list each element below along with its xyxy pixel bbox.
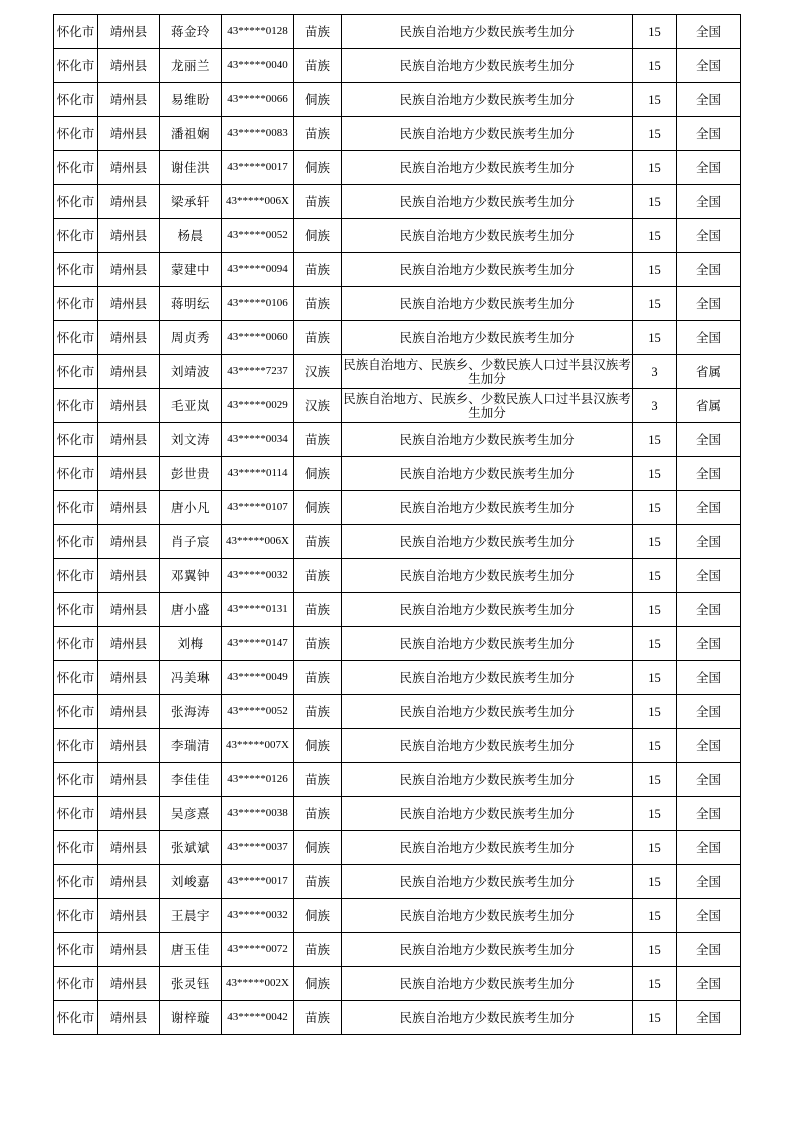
cell-city: 怀化市: [54, 1001, 98, 1035]
cell-ethnicity: 汉族: [294, 355, 342, 389]
cell-city: 怀化市: [54, 389, 98, 423]
cell-scope: 全国: [677, 253, 741, 287]
cell-reason: 民族自治地方少数民族考生加分: [342, 865, 633, 899]
cell-city: 怀化市: [54, 797, 98, 831]
cell-points: 15: [633, 151, 677, 185]
cell-points: 15: [633, 559, 677, 593]
cell-scope: 全国: [677, 525, 741, 559]
cell-city: 怀化市: [54, 933, 98, 967]
cell-points: 15: [633, 729, 677, 763]
cell-county: 靖州县: [98, 1001, 160, 1035]
cell-ethnicity: 苗族: [294, 797, 342, 831]
cell-scope: 全国: [677, 763, 741, 797]
cell-name: 唐小盛: [160, 593, 222, 627]
cell-name: 张灵钰: [160, 967, 222, 1001]
cell-county: 靖州县: [98, 661, 160, 695]
cell-reason: 民族自治地方少数民族考生加分: [342, 967, 633, 1001]
cell-exam-id: 43*****0017: [222, 865, 294, 899]
cell-scope: 全国: [677, 661, 741, 695]
cell-reason: 民族自治地方少数民族考生加分: [342, 253, 633, 287]
cell-points: 15: [633, 831, 677, 865]
cell-points: 15: [633, 593, 677, 627]
cell-points: 15: [633, 933, 677, 967]
cell-city: 怀化市: [54, 559, 98, 593]
cell-reason: 民族自治地方、民族乡、少数民族人口过半县汉族考生加分: [342, 355, 633, 389]
table-row: [54, 389, 741, 423]
cell-ethnicity: 侗族: [294, 83, 342, 117]
cell-city: 怀化市: [54, 423, 98, 457]
cell-reason: 民族自治地方少数民族考生加分: [342, 831, 633, 865]
cell-ethnicity: 苗族: [294, 185, 342, 219]
cell-exam-id: 43*****7237: [222, 355, 294, 389]
cell-ethnicity: 侗族: [294, 151, 342, 185]
cell-city: 怀化市: [54, 695, 98, 729]
cell-scope: 全国: [677, 559, 741, 593]
cell-exam-id: 43*****0106: [222, 287, 294, 321]
cell-name: 周贞秀: [160, 321, 222, 355]
cell-exam-id: 43*****0032: [222, 559, 294, 593]
cell-reason: 民族自治地方少数民族考生加分: [342, 49, 633, 83]
cell-exam-id: 43*****0126: [222, 763, 294, 797]
cell-ethnicity: 侗族: [294, 219, 342, 253]
cell-ethnicity: 侗族: [294, 491, 342, 525]
cell-ethnicity: 苗族: [294, 661, 342, 695]
table-row: [54, 117, 741, 151]
cell-exam-id: 43*****0147: [222, 627, 294, 661]
table-row: [54, 1001, 741, 1035]
cell-ethnicity: 苗族: [294, 593, 342, 627]
cell-county: 靖州县: [98, 593, 160, 627]
bonus-points-roster-table: [53, 14, 741, 1035]
cell-city: 怀化市: [54, 593, 98, 627]
cell-county: 靖州县: [98, 933, 160, 967]
cell-exam-id: 43*****0060: [222, 321, 294, 355]
cell-scope: 全国: [677, 933, 741, 967]
cell-reason: 民族自治地方少数民族考生加分: [342, 287, 633, 321]
cell-scope: 全国: [677, 627, 741, 661]
cell-city: 怀化市: [54, 525, 98, 559]
table-row: [54, 49, 741, 83]
cell-county: 靖州县: [98, 185, 160, 219]
cell-exam-id: 43*****0032: [222, 899, 294, 933]
cell-points: 15: [633, 185, 677, 219]
cell-scope: 全国: [677, 457, 741, 491]
cell-name: 李佳佳: [160, 763, 222, 797]
cell-ethnicity: 苗族: [294, 321, 342, 355]
cell-scope: 全国: [677, 83, 741, 117]
cell-exam-id: 43*****0052: [222, 219, 294, 253]
cell-ethnicity: 侗族: [294, 831, 342, 865]
cell-points: 15: [633, 763, 677, 797]
cell-points: 15: [633, 661, 677, 695]
table-row: [54, 763, 741, 797]
cell-name: 邓翼钟: [160, 559, 222, 593]
table-row: [54, 661, 741, 695]
cell-reason: 民族自治地方少数民族考生加分: [342, 695, 633, 729]
cell-reason: 民族自治地方少数民族考生加分: [342, 627, 633, 661]
cell-points: 15: [633, 695, 677, 729]
cell-points: 15: [633, 491, 677, 525]
cell-county: 靖州县: [98, 831, 160, 865]
table-row: [54, 83, 741, 117]
cell-exam-id: 43*****0094: [222, 253, 294, 287]
cell-ethnicity: 苗族: [294, 763, 342, 797]
cell-points: 15: [633, 83, 677, 117]
cell-name: 刘靖波: [160, 355, 222, 389]
table-row: [54, 525, 741, 559]
cell-points: 15: [633, 117, 677, 151]
cell-county: 靖州县: [98, 695, 160, 729]
cell-scope: 全国: [677, 831, 741, 865]
cell-reason: 民族自治地方少数民族考生加分: [342, 423, 633, 457]
cell-city: 怀化市: [54, 865, 98, 899]
cell-scope: 全国: [677, 151, 741, 185]
cell-city: 怀化市: [54, 321, 98, 355]
cell-scope: 全国: [677, 15, 741, 49]
table-row: [54, 831, 741, 865]
cell-county: 靖州县: [98, 15, 160, 49]
cell-scope: 全国: [677, 593, 741, 627]
cell-exam-id: 43*****0040: [222, 49, 294, 83]
cell-reason: 民族自治地方少数民族考生加分: [342, 151, 633, 185]
cell-points: 15: [633, 457, 677, 491]
cell-points: 15: [633, 1001, 677, 1035]
cell-county: 靖州县: [98, 151, 160, 185]
cell-city: 怀化市: [54, 83, 98, 117]
cell-county: 靖州县: [98, 729, 160, 763]
cell-city: 怀化市: [54, 967, 98, 1001]
cell-name: 龙丽兰: [160, 49, 222, 83]
cell-ethnicity: 苗族: [294, 287, 342, 321]
cell-name: 易维盼: [160, 83, 222, 117]
cell-city: 怀化市: [54, 355, 98, 389]
cell-scope: 全国: [677, 185, 741, 219]
cell-scope: 全国: [677, 321, 741, 355]
cell-exam-id: 43*****0114: [222, 457, 294, 491]
cell-name: 蒋金玲: [160, 15, 222, 49]
cell-name: 唐小凡: [160, 491, 222, 525]
table-row: [54, 151, 741, 185]
cell-city: 怀化市: [54, 729, 98, 763]
cell-reason: 民族自治地方少数民族考生加分: [342, 797, 633, 831]
cell-name: 梁承轩: [160, 185, 222, 219]
cell-name: 唐玉佳: [160, 933, 222, 967]
cell-city: 怀化市: [54, 219, 98, 253]
cell-reason: 民族自治地方少数民族考生加分: [342, 559, 633, 593]
cell-ethnicity: 苗族: [294, 423, 342, 457]
cell-city: 怀化市: [54, 491, 98, 525]
cell-reason: 民族自治地方少数民族考生加分: [342, 491, 633, 525]
cell-points: 3: [633, 355, 677, 389]
cell-ethnicity: 侗族: [294, 967, 342, 1001]
cell-ethnicity: 汉族: [294, 389, 342, 423]
table-row: [54, 729, 741, 763]
cell-name: 蒋明纭: [160, 287, 222, 321]
cell-ethnicity: 苗族: [294, 559, 342, 593]
cell-county: 靖州县: [98, 627, 160, 661]
cell-name: 李瑞清: [160, 729, 222, 763]
cell-county: 靖州县: [98, 865, 160, 899]
cell-county: 靖州县: [98, 899, 160, 933]
cell-scope: 全国: [677, 899, 741, 933]
cell-exam-id: 43*****002X: [222, 967, 294, 1001]
cell-exam-id: 43*****0131: [222, 593, 294, 627]
cell-city: 怀化市: [54, 627, 98, 661]
cell-ethnicity: 侗族: [294, 457, 342, 491]
cell-county: 靖州县: [98, 49, 160, 83]
cell-ethnicity: 苗族: [294, 865, 342, 899]
cell-exam-id: 43*****0038: [222, 797, 294, 831]
cell-county: 靖州县: [98, 219, 160, 253]
cell-points: 15: [633, 865, 677, 899]
cell-scope: 全国: [677, 287, 741, 321]
cell-reason: 民族自治地方少数民族考生加分: [342, 117, 633, 151]
cell-scope: 全国: [677, 49, 741, 83]
cell-ethnicity: 苗族: [294, 525, 342, 559]
cell-name: 刘梅: [160, 627, 222, 661]
cell-reason: 民族自治地方少数民族考生加分: [342, 933, 633, 967]
cell-name: 谢佳洪: [160, 151, 222, 185]
table-row: [54, 15, 741, 49]
cell-scope: 全国: [677, 865, 741, 899]
table-row: [54, 185, 741, 219]
cell-city: 怀化市: [54, 661, 98, 695]
table-row: [54, 219, 741, 253]
cell-exam-id: 43*****0042: [222, 1001, 294, 1035]
cell-scope: 省属: [677, 355, 741, 389]
cell-city: 怀化市: [54, 287, 98, 321]
cell-city: 怀化市: [54, 457, 98, 491]
cell-points: 15: [633, 967, 677, 1001]
cell-points: 15: [633, 627, 677, 661]
cell-scope: 全国: [677, 423, 741, 457]
cell-exam-id: 43*****0037: [222, 831, 294, 865]
cell-city: 怀化市: [54, 15, 98, 49]
cell-city: 怀化市: [54, 49, 98, 83]
cell-exam-id: 43*****0066: [222, 83, 294, 117]
cell-county: 靖州县: [98, 525, 160, 559]
cell-exam-id: 43*****0049: [222, 661, 294, 695]
cell-scope: 全国: [677, 1001, 741, 1035]
table-row: [54, 967, 741, 1001]
cell-exam-id: 43*****0034: [222, 423, 294, 457]
table-row: [54, 457, 741, 491]
cell-scope: 全国: [677, 729, 741, 763]
table-row: [54, 253, 741, 287]
cell-reason: 民族自治地方少数民族考生加分: [342, 593, 633, 627]
cell-name: 彭世贵: [160, 457, 222, 491]
cell-county: 靖州县: [98, 389, 160, 423]
cell-exam-id: 43*****007X: [222, 729, 294, 763]
table-row: [54, 695, 741, 729]
cell-county: 靖州县: [98, 117, 160, 151]
cell-scope: 全国: [677, 967, 741, 1001]
cell-points: 15: [633, 49, 677, 83]
cell-name: 毛亚岚: [160, 389, 222, 423]
cell-exam-id: 43*****0072: [222, 933, 294, 967]
cell-county: 靖州县: [98, 763, 160, 797]
cell-county: 靖州县: [98, 253, 160, 287]
cell-city: 怀化市: [54, 763, 98, 797]
table-row: [54, 899, 741, 933]
cell-city: 怀化市: [54, 151, 98, 185]
cell-ethnicity: 苗族: [294, 15, 342, 49]
cell-ethnicity: 侗族: [294, 899, 342, 933]
cell-scope: 全国: [677, 797, 741, 831]
cell-name: 杨晨: [160, 219, 222, 253]
cell-county: 靖州县: [98, 457, 160, 491]
cell-reason: 民族自治地方少数民族考生加分: [342, 763, 633, 797]
table-row: [54, 287, 741, 321]
cell-points: 15: [633, 423, 677, 457]
cell-city: 怀化市: [54, 185, 98, 219]
table-row: [54, 321, 741, 355]
cell-name: 刘文涛: [160, 423, 222, 457]
cell-points: 3: [633, 389, 677, 423]
cell-points: 15: [633, 899, 677, 933]
cell-reason: 民族自治地方少数民族考生加分: [342, 661, 633, 695]
cell-points: 15: [633, 797, 677, 831]
cell-county: 靖州县: [98, 967, 160, 1001]
table-row: [54, 593, 741, 627]
cell-city: 怀化市: [54, 899, 98, 933]
cell-name: 吴彦熹: [160, 797, 222, 831]
table-row: [54, 865, 741, 899]
cell-reason: 民族自治地方少数民族考生加分: [342, 525, 633, 559]
table-body: [54, 15, 741, 1035]
cell-exam-id: 43*****0107: [222, 491, 294, 525]
cell-reason: 民族自治地方少数民族考生加分: [342, 1001, 633, 1035]
cell-name: 潘祖娴: [160, 117, 222, 151]
cell-exam-id: 43*****0083: [222, 117, 294, 151]
cell-reason: 民族自治地方少数民族考生加分: [342, 729, 633, 763]
cell-reason: 民族自治地方少数民族考生加分: [342, 185, 633, 219]
cell-scope: 全国: [677, 695, 741, 729]
cell-scope: 省属: [677, 389, 741, 423]
cell-name: 谢梓璇: [160, 1001, 222, 1035]
cell-ethnicity: 苗族: [294, 695, 342, 729]
cell-ethnicity: 苗族: [294, 49, 342, 83]
cell-reason: 民族自治地方、民族乡、少数民族人口过半县汉族考生加分: [342, 389, 633, 423]
cell-name: 刘峻嘉: [160, 865, 222, 899]
cell-points: 15: [633, 219, 677, 253]
cell-exam-id: 43*****0017: [222, 151, 294, 185]
cell-name: 蒙建中: [160, 253, 222, 287]
table-row: [54, 355, 741, 389]
cell-name: 王晨宇: [160, 899, 222, 933]
cell-name: 张斌斌: [160, 831, 222, 865]
cell-exam-id: 43*****006X: [222, 525, 294, 559]
cell-ethnicity: 苗族: [294, 933, 342, 967]
cell-ethnicity: 苗族: [294, 253, 342, 287]
table-row: [54, 797, 741, 831]
cell-scope: 全国: [677, 117, 741, 151]
table-row: [54, 423, 741, 457]
cell-county: 靖州县: [98, 83, 160, 117]
cell-exam-id: 43*****0128: [222, 15, 294, 49]
table-row: [54, 933, 741, 967]
cell-scope: 全国: [677, 491, 741, 525]
table-row: [54, 491, 741, 525]
cell-name: 冯美琳: [160, 661, 222, 695]
cell-points: 15: [633, 253, 677, 287]
cell-exam-id: 43*****0029: [222, 389, 294, 423]
cell-name: 张海涛: [160, 695, 222, 729]
cell-points: 15: [633, 525, 677, 559]
cell-reason: 民族自治地方少数民族考生加分: [342, 457, 633, 491]
cell-city: 怀化市: [54, 253, 98, 287]
cell-county: 靖州县: [98, 559, 160, 593]
cell-points: 15: [633, 287, 677, 321]
cell-scope: 全国: [677, 219, 741, 253]
cell-city: 怀化市: [54, 117, 98, 151]
cell-reason: 民族自治地方少数民族考生加分: [342, 219, 633, 253]
cell-exam-id: 43*****006X: [222, 185, 294, 219]
cell-ethnicity: 苗族: [294, 1001, 342, 1035]
table-row: [54, 627, 741, 661]
cell-reason: 民族自治地方少数民族考生加分: [342, 321, 633, 355]
cell-county: 靖州县: [98, 287, 160, 321]
cell-name: 肖子宸: [160, 525, 222, 559]
cell-county: 靖州县: [98, 423, 160, 457]
cell-reason: 民族自治地方少数民族考生加分: [342, 899, 633, 933]
cell-county: 靖州县: [98, 321, 160, 355]
cell-ethnicity: 侗族: [294, 729, 342, 763]
cell-ethnicity: 苗族: [294, 627, 342, 661]
table-row: [54, 559, 741, 593]
cell-exam-id: 43*****0052: [222, 695, 294, 729]
cell-city: 怀化市: [54, 831, 98, 865]
cell-reason: 民族自治地方少数民族考生加分: [342, 15, 633, 49]
cell-county: 靖州县: [98, 491, 160, 525]
cell-points: 15: [633, 321, 677, 355]
cell-ethnicity: 苗族: [294, 117, 342, 151]
cell-county: 靖州县: [98, 797, 160, 831]
cell-points: 15: [633, 15, 677, 49]
cell-county: 靖州县: [98, 355, 160, 389]
cell-reason: 民族自治地方少数民族考生加分: [342, 83, 633, 117]
